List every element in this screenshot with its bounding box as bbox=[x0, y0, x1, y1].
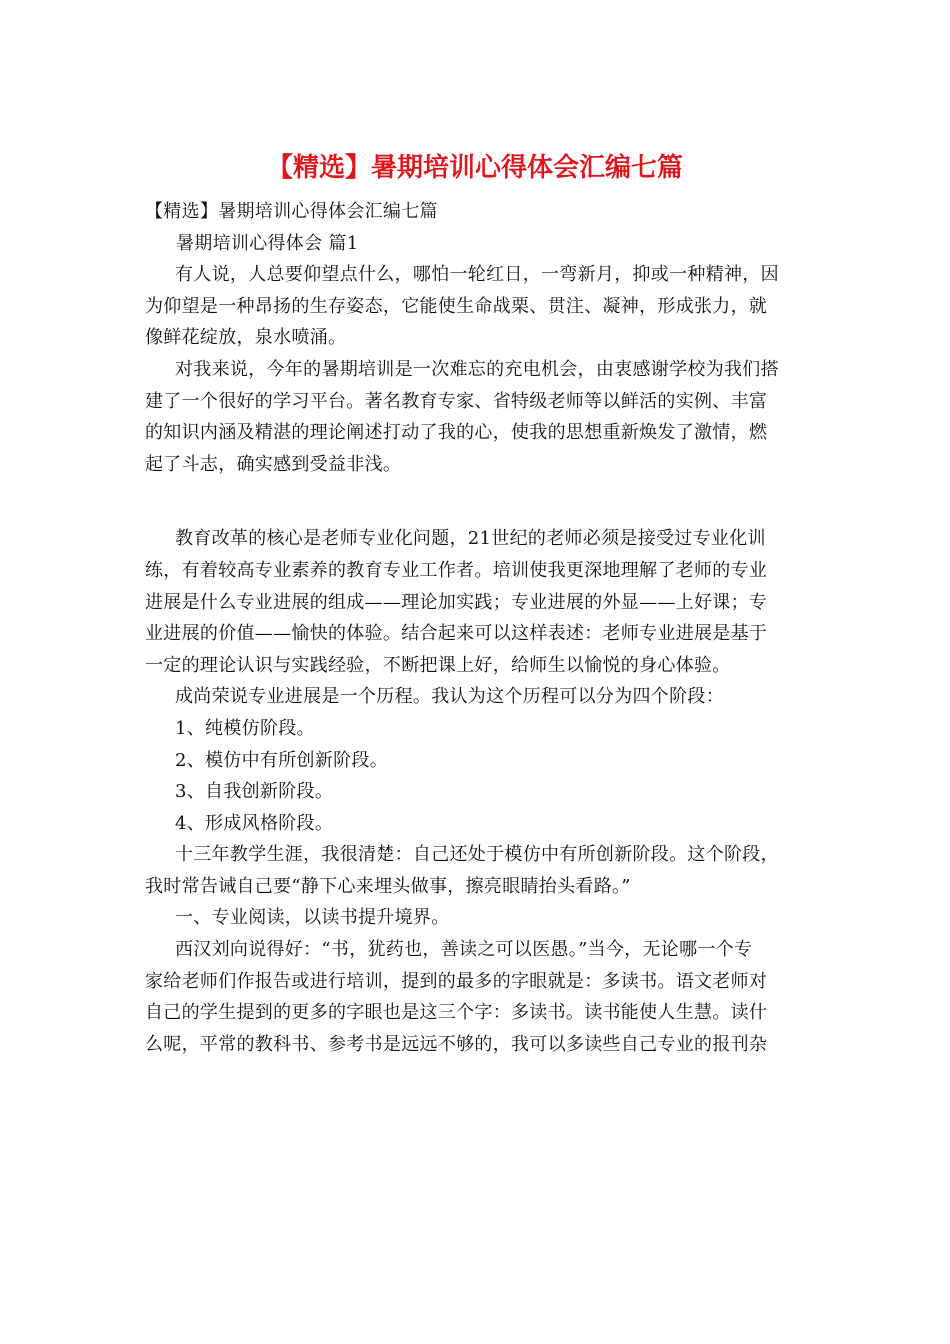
blank-line bbox=[145, 480, 810, 523]
text-line: 我时常告诫自己要“静下心来埋头做事，擦亮眼睛抬头看路。” bbox=[145, 875, 631, 897]
text-line: 【精选】暑期培训心得体会汇编七篇 bbox=[145, 201, 438, 222]
text-line: 成尚荣说专业进展是一个历程。我认为这个历程可以分为四个阶段： bbox=[175, 686, 724, 708]
text-line: 有人说，人总要仰望点什么，哪怕一轮红日，一弯新月，抑或一种精神，因 bbox=[175, 264, 779, 286]
text-line: 一定的理论认识与实践经验，不断把课上好，给师生以愉悦的身心体验。 bbox=[145, 654, 731, 676]
text-line: 的知识内涵及精湛的理论阐述打动了我的心，使我的思想重新焕发了激情，燃 bbox=[145, 422, 768, 444]
text-line: 自己的学生提到的更多的字眼也是这三个字：多读书。读书能使人生慧。读什 bbox=[145, 1002, 768, 1024]
text-line: 业进展的价值——愉快的体验。结合起来可以这样表述：老师专业进展是基于 bbox=[145, 623, 768, 645]
text-line: 暑期培训心得体会 篇1 bbox=[176, 232, 359, 254]
text-line: 家给老师们作报告或进行培训，提到的最多的字眼就是：多读书。语文老师对 bbox=[145, 970, 768, 992]
text-line: 十三年教学生涯，我很清楚：自己还处于模仿中有所创新阶段。这个阶段， bbox=[175, 844, 779, 866]
text-line: 为仰望是一种昂扬的生存姿态，它能使生命战栗、贯注、凝神，形成张力，就 bbox=[145, 295, 768, 317]
document-title: 【精选】暑期培训心得体会汇编七篇 bbox=[266, 153, 683, 183]
text-line: 4、形成风格阶段。 bbox=[175, 812, 334, 834]
text-line: 3、自我创新阶段。 bbox=[175, 781, 334, 803]
text-line: 教育改革的核心是老师专业化问题，21世纪的老师必须是接受过专业化训 bbox=[175, 528, 766, 550]
document-body bbox=[145, 196, 810, 1060]
text-line: 一、专业阅读，以读书提升境界。 bbox=[175, 907, 450, 929]
text-line: 1、纯模仿阶段。 bbox=[175, 717, 315, 739]
text-line: 对我来说，今年的暑期培训是一次难忘的充电机会，由衷感谢学校为我们搭 bbox=[175, 358, 779, 380]
text-line: 练，有着较高专业素养的教育专业工作者。培训使我更深地理解了老师的专业 bbox=[145, 559, 768, 581]
text-line: 西汉刘向说得好：“书，犹药也，善读之可以医愚。”当今，无论哪一个专 bbox=[175, 939, 753, 961]
text-line: 建了一个很好的学习平台。著名教育专家、省特级老师等以鲜活的实例、丰富 bbox=[145, 390, 768, 412]
text-line: 像鲜花绽放，泉水喷涌。 bbox=[145, 327, 347, 349]
text-line: 起了斗志，确实感到受益非浅。 bbox=[145, 453, 402, 475]
text-line: 么呢，平常的教科书、参考书是远远不够的，我可以多读些自己专业的报刊杂 bbox=[145, 1033, 768, 1055]
text-line: 2、模仿中有所创新阶段。 bbox=[175, 749, 389, 771]
text-line: 进展是什么专业进展的组成——理论加实践；专业进展的外显——上好课；专 bbox=[145, 591, 768, 613]
